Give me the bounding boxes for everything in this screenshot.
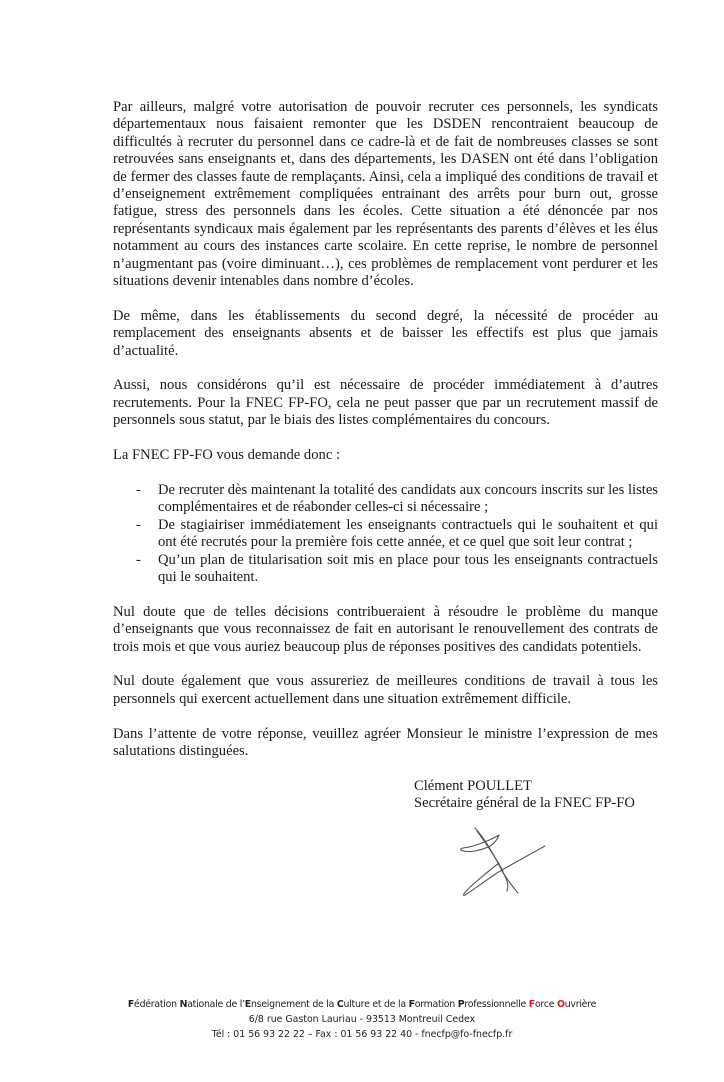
signature-area: [455, 825, 550, 897]
footer-org-word-rest: ationale: [187, 998, 224, 1010]
paragraph-decisions: Nul doute que de telles décisions contribueraient à résoudre le problème du manque d’enseignants que vous reconnaissez de fait en autorisant le renouvellement des contrats de trois mois et que vous auriez beaucoup plus de réponses positives des candidats potentiels.: [113, 603, 658, 655]
footer-org-word: [557, 999, 596, 1010]
paragraph-demands-intro: La FNEC FP-FO vous demande donc :: [113, 447, 341, 464]
footer-org-word: [409, 999, 455, 1010]
footer-org-initial: F: [528, 998, 535, 1010]
footer-org-word: [372, 999, 405, 1010]
footer-contact: Tél : 01 56 93 22 22 – Fax : 01 56 93 22 40 - fnecfp@fo-fnecfp.fr: [211, 1028, 513, 1040]
footer-org-initial: O: [556, 998, 565, 1010]
demand-item: [113, 517, 658, 552]
footer-org-word: [312, 999, 334, 1010]
footer-org-word-rest: de l’: [225, 998, 245, 1010]
demands-list: [113, 482, 658, 586]
footer-org-word: [245, 999, 310, 1010]
demand-item: [113, 552, 658, 587]
footer-org-word-rest: uvrière: [564, 998, 597, 1010]
paragraph-salutation: Dans l’attente de votre réponse, veuillez agréer Monsieur le ministre l’expression de mes salutations distinguées.: [113, 725, 658, 759]
footer: [0, 997, 724, 1082]
paragraph-second-degree: De même, dans les établissements du second degré, la nécessité de procéder au remplacement des enseignants absents et de baisser les effectifs est plus que jamais d’actualité.: [113, 307, 658, 359]
footer-org-initial: C: [336, 998, 344, 1010]
footer-org-word: [458, 999, 526, 1010]
footer-org-word-rest: ulture: [343, 998, 370, 1010]
demand-text: De recruter dès maintenant la totalité des candidats aux concours inscrits sur les listes complémentaires et de réabonder celles-ci si nécessaire ;: [158, 481, 658, 516]
paragraph-working-conditions: Nul doute également que vous assureriez de meilleures conditions de travail à tous les personnels qui exercent actuellement dans une situation extrêmement difficile.: [113, 673, 658, 707]
footer-org-word: [226, 999, 245, 1010]
footer-org-word-rest: rofessionnelle: [464, 998, 527, 1010]
footer-org-initial: P: [457, 998, 465, 1010]
demand-text: Qu’un plan de titularisation soit mis en place pour tous les enseignants contractuels qui le souhaitent.: [158, 551, 658, 585]
footer-address: 6/8 rue Gaston Lauriau - 93513 Montreuil Cedex: [248, 1013, 476, 1025]
bullet-dash: -: [136, 481, 141, 498]
letter-body: [113, 99, 658, 897]
footer-org-initial: F: [127, 998, 135, 1010]
footer-org-word-rest: ormation: [414, 998, 455, 1010]
footer-org-initial: E: [244, 998, 251, 1010]
signatory-name: Clément POULLET: [414, 777, 532, 794]
footer-org-word-rest: nseignement: [250, 998, 310, 1010]
footer-organisation-name: [0, 997, 724, 1012]
footer-org-word: [128, 999, 177, 1010]
footer-spacer: [113, 897, 658, 997]
footer-org-initial: N: [179, 998, 188, 1010]
footer-org-word: [529, 999, 554, 1010]
footer-org-word-rest: de la: [312, 998, 335, 1010]
signature-block: [414, 778, 658, 813]
footer-org-word: [337, 999, 370, 1010]
footer-org-word-rest: et de la: [372, 998, 406, 1010]
handwritten-signature-icon: [455, 825, 550, 897]
signatory-title: Secrétaire général de la FNEC FP-FO: [414, 795, 635, 812]
paragraph-recruitment-difficulties: Par ailleurs, malgré votre autorisation de pouvoir recruter ces personnels, les syndicats départementaux nous faisaient remonter que les DSDEN rencontraient beaucoup de difficultés à recruter du personnel dans ce cadre-là et de fait de nombreuses classes se sont retrouvées sans enseignants et, dans des départements, les DASEN ont été dans l’obligation de fermer des classes faute de remplaçants. Ainsi, cela a impliqué des conditions de travail et d’enseignement extrêmement compliquées entrainant des arrêts pour burn out, grosse fatigue, stress des personnels dans les écoles. Cette situation a été dénoncée par nos représentants syndicaux mais également par les représentants des parents d’élèves et les élus notamment au cours des instances carte scolaire. En cette reprise, le nombre de personnel n’augmentant pas (voire diminuant…), ces problèmes de remplacement vont perdurer et les situations devenir intenables dans nombre d’écoles.: [113, 99, 658, 290]
footer-org-word-rest: édération: [134, 998, 177, 1010]
bullet-dash: -: [136, 516, 141, 533]
demand-text: De stagiairiser immédiatement les enseignants contractuels qui le souhaitent et qui ont été recrutés pour la première fois cette année, et ce quel que soit leur contrat ;: [158, 516, 658, 551]
paragraph-recruitment-needed: Aussi, nous considérons qu’il est nécessaire de procéder immédiatement à d’autres recrutements. Pour la FNEC FP-FO, cela ne peut passer que par un recrutement massif de personnels sous statut, par le biais des listes complémentaires du concours.: [113, 377, 658, 429]
demand-item: [113, 482, 658, 517]
bullet-dash: -: [136, 551, 141, 568]
footer-org-initial: F: [408, 998, 415, 1010]
footer-org-word: [180, 999, 223, 1010]
footer-org-word-rest: orce: [534, 998, 555, 1010]
